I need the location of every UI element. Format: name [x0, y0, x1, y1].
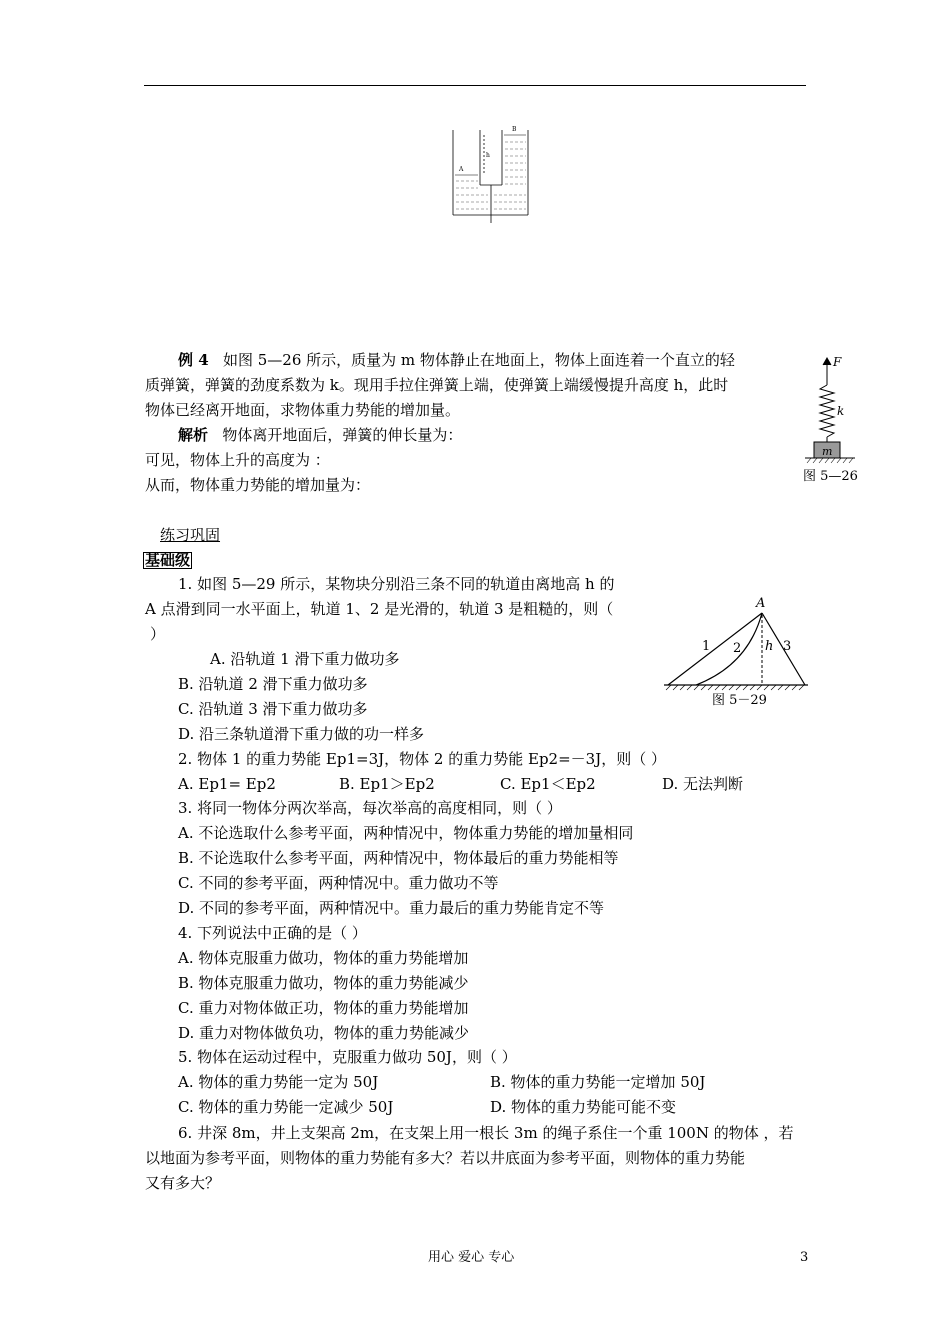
label-m: m — [822, 445, 833, 458]
label-h: h — [765, 639, 774, 654]
q5-option-b: B. 物体的重力势能一定增加 50J — [490, 1073, 706, 1091]
label-h: h — [486, 152, 490, 159]
analysis-title: 解析 — [178, 426, 209, 444]
q4-stem: 4. 下列说法中正确的是（ ） — [178, 924, 367, 942]
label-3: 3 — [783, 639, 792, 654]
track-figure — [660, 593, 810, 693]
q6-line2: 以地面为参考平面，则物体的重力势能有多大？若以井底面为参考平面，则物体的重力势能 — [145, 1149, 746, 1167]
fig526-caption: 图 5—26 — [803, 469, 858, 484]
label-2: 2 — [733, 641, 742, 656]
q1-line3: ） — [150, 625, 166, 643]
q3-option-b: B. 不论选取什么参考平面，两种情况中，物体最后的重力势能相等 — [178, 849, 619, 867]
label-b: B — [512, 126, 517, 133]
example4-text1: 如图 5—26 所示，质量为 m 物体静止在地面上，物体上面连着一个直立的轻 — [222, 351, 735, 369]
q6-line1: 6. 井深 8m，井上支架高 2m，在支架上用一根长 3m 的绳子系住一个重 100N 的物体 ，若 — [178, 1124, 794, 1142]
practice-heading: 练习巩固 — [160, 526, 221, 544]
q6-line3: 又有多大？ — [145, 1174, 221, 1192]
spring-figure — [805, 352, 860, 467]
label-1: 1 — [702, 639, 711, 654]
q1-option-b: B. 沿轨道 2 滑下重力做功多 — [178, 675, 368, 693]
level-label: 基础级 — [145, 551, 191, 569]
q5-stem: 5. 物体在运动过程中，克服重力做功 50J，则（ ） — [178, 1048, 517, 1066]
q1-option-a: A. 沿轨道 1 滑下重力做功多 — [210, 650, 400, 668]
example4-line3: 物体已经离开地面，求物体重力势能的增加量。 — [145, 401, 461, 419]
q5-option-c: C. 物体的重力势能一定减少 50J — [178, 1098, 394, 1116]
q2-option-a: A. Ep1= Ep2 — [178, 775, 276, 793]
analysis-line1 — [178, 428, 462, 443]
label-a: A — [459, 166, 464, 173]
q1-line1: 1. 如图 5—29 所示，某物块分别沿三条不同的轨道由离地高 h 的 — [178, 575, 615, 593]
q4-option-a: A. 物体克服重力做功，物体的重力势能增加 — [178, 949, 469, 967]
analysis-text1: 物体离开地面后，弹簧的伸长量为： — [222, 426, 463, 444]
q1-line2: A 点滑到同一水平面上，轨道 1、2 是光滑的，轨道 3 是粗糙的，则（ — [145, 600, 614, 618]
q3-option-a: A. 不论选取什么参考平面，两种情况中，物体重力势能的增加量相同 — [178, 824, 634, 842]
q1-option-d: D. 沿三条轨道滑下重力做的功一样多 — [178, 725, 425, 743]
q4-option-d: D. 重力对物体做负功，物体的重力势能减少 — [178, 1024, 470, 1042]
analysis-line3: 从而，物体重力势能的增加量为： — [145, 476, 371, 494]
q3-stem: 3. 将同一物体分两次举高，每次举高的高度相同，则（ ） — [178, 799, 562, 817]
example4-line2: 质弹簧，弹簧的劲度系数为 k。现用手拉住弹簧上端，使弹簧上端缓慢提升高度 h，此时 — [145, 376, 729, 394]
q2-option-b: B. Ep1＞Ep2 — [339, 775, 435, 793]
q3-option-c: C. 不同的参考平面，两种情况中。重力做功不等 — [178, 874, 499, 892]
q2-option-d: D. 无法判断 — [662, 775, 744, 793]
q3-option-d: D. 不同的参考平面，两种情况中。重力最后的重力势能肯定不等 — [178, 899, 605, 917]
container-figure — [450, 125, 532, 225]
header-rule — [144, 85, 806, 86]
footer-text: 用心 爱心 专心 — [428, 1250, 515, 1265]
example4-title: 例 4 — [178, 351, 209, 369]
example4-line1 — [178, 353, 735, 368]
fig529-caption: 图 5－29 — [712, 693, 767, 708]
q2-stem: 2. 物体 1 的重力势能 Ep1=3J，物体 2 的重力势能 Ep2=－3J，则（ ） — [178, 750, 666, 768]
analysis-line2: 可见，物体上升的高度为 ： — [145, 451, 330, 469]
page-number: 3 — [800, 1250, 809, 1265]
q2-option-c: C. Ep1＜Ep2 — [500, 775, 596, 793]
q4-option-b: B. 物体克服重力做功，物体的重力势能减少 — [178, 974, 469, 992]
q5-option-d: D. 物体的重力势能可能不变 — [490, 1098, 677, 1116]
label-f: F — [833, 355, 842, 369]
q1-option-c: C. 沿轨道 3 滑下重力做功多 — [178, 700, 368, 718]
q5-option-a: A. 物体的重力势能一定为 50J — [178, 1073, 379, 1091]
q4-option-c: C. 重力对物体做正功，物体的重力势能增加 — [178, 999, 469, 1017]
label-a: A — [756, 596, 766, 611]
label-k: k — [837, 404, 845, 418]
